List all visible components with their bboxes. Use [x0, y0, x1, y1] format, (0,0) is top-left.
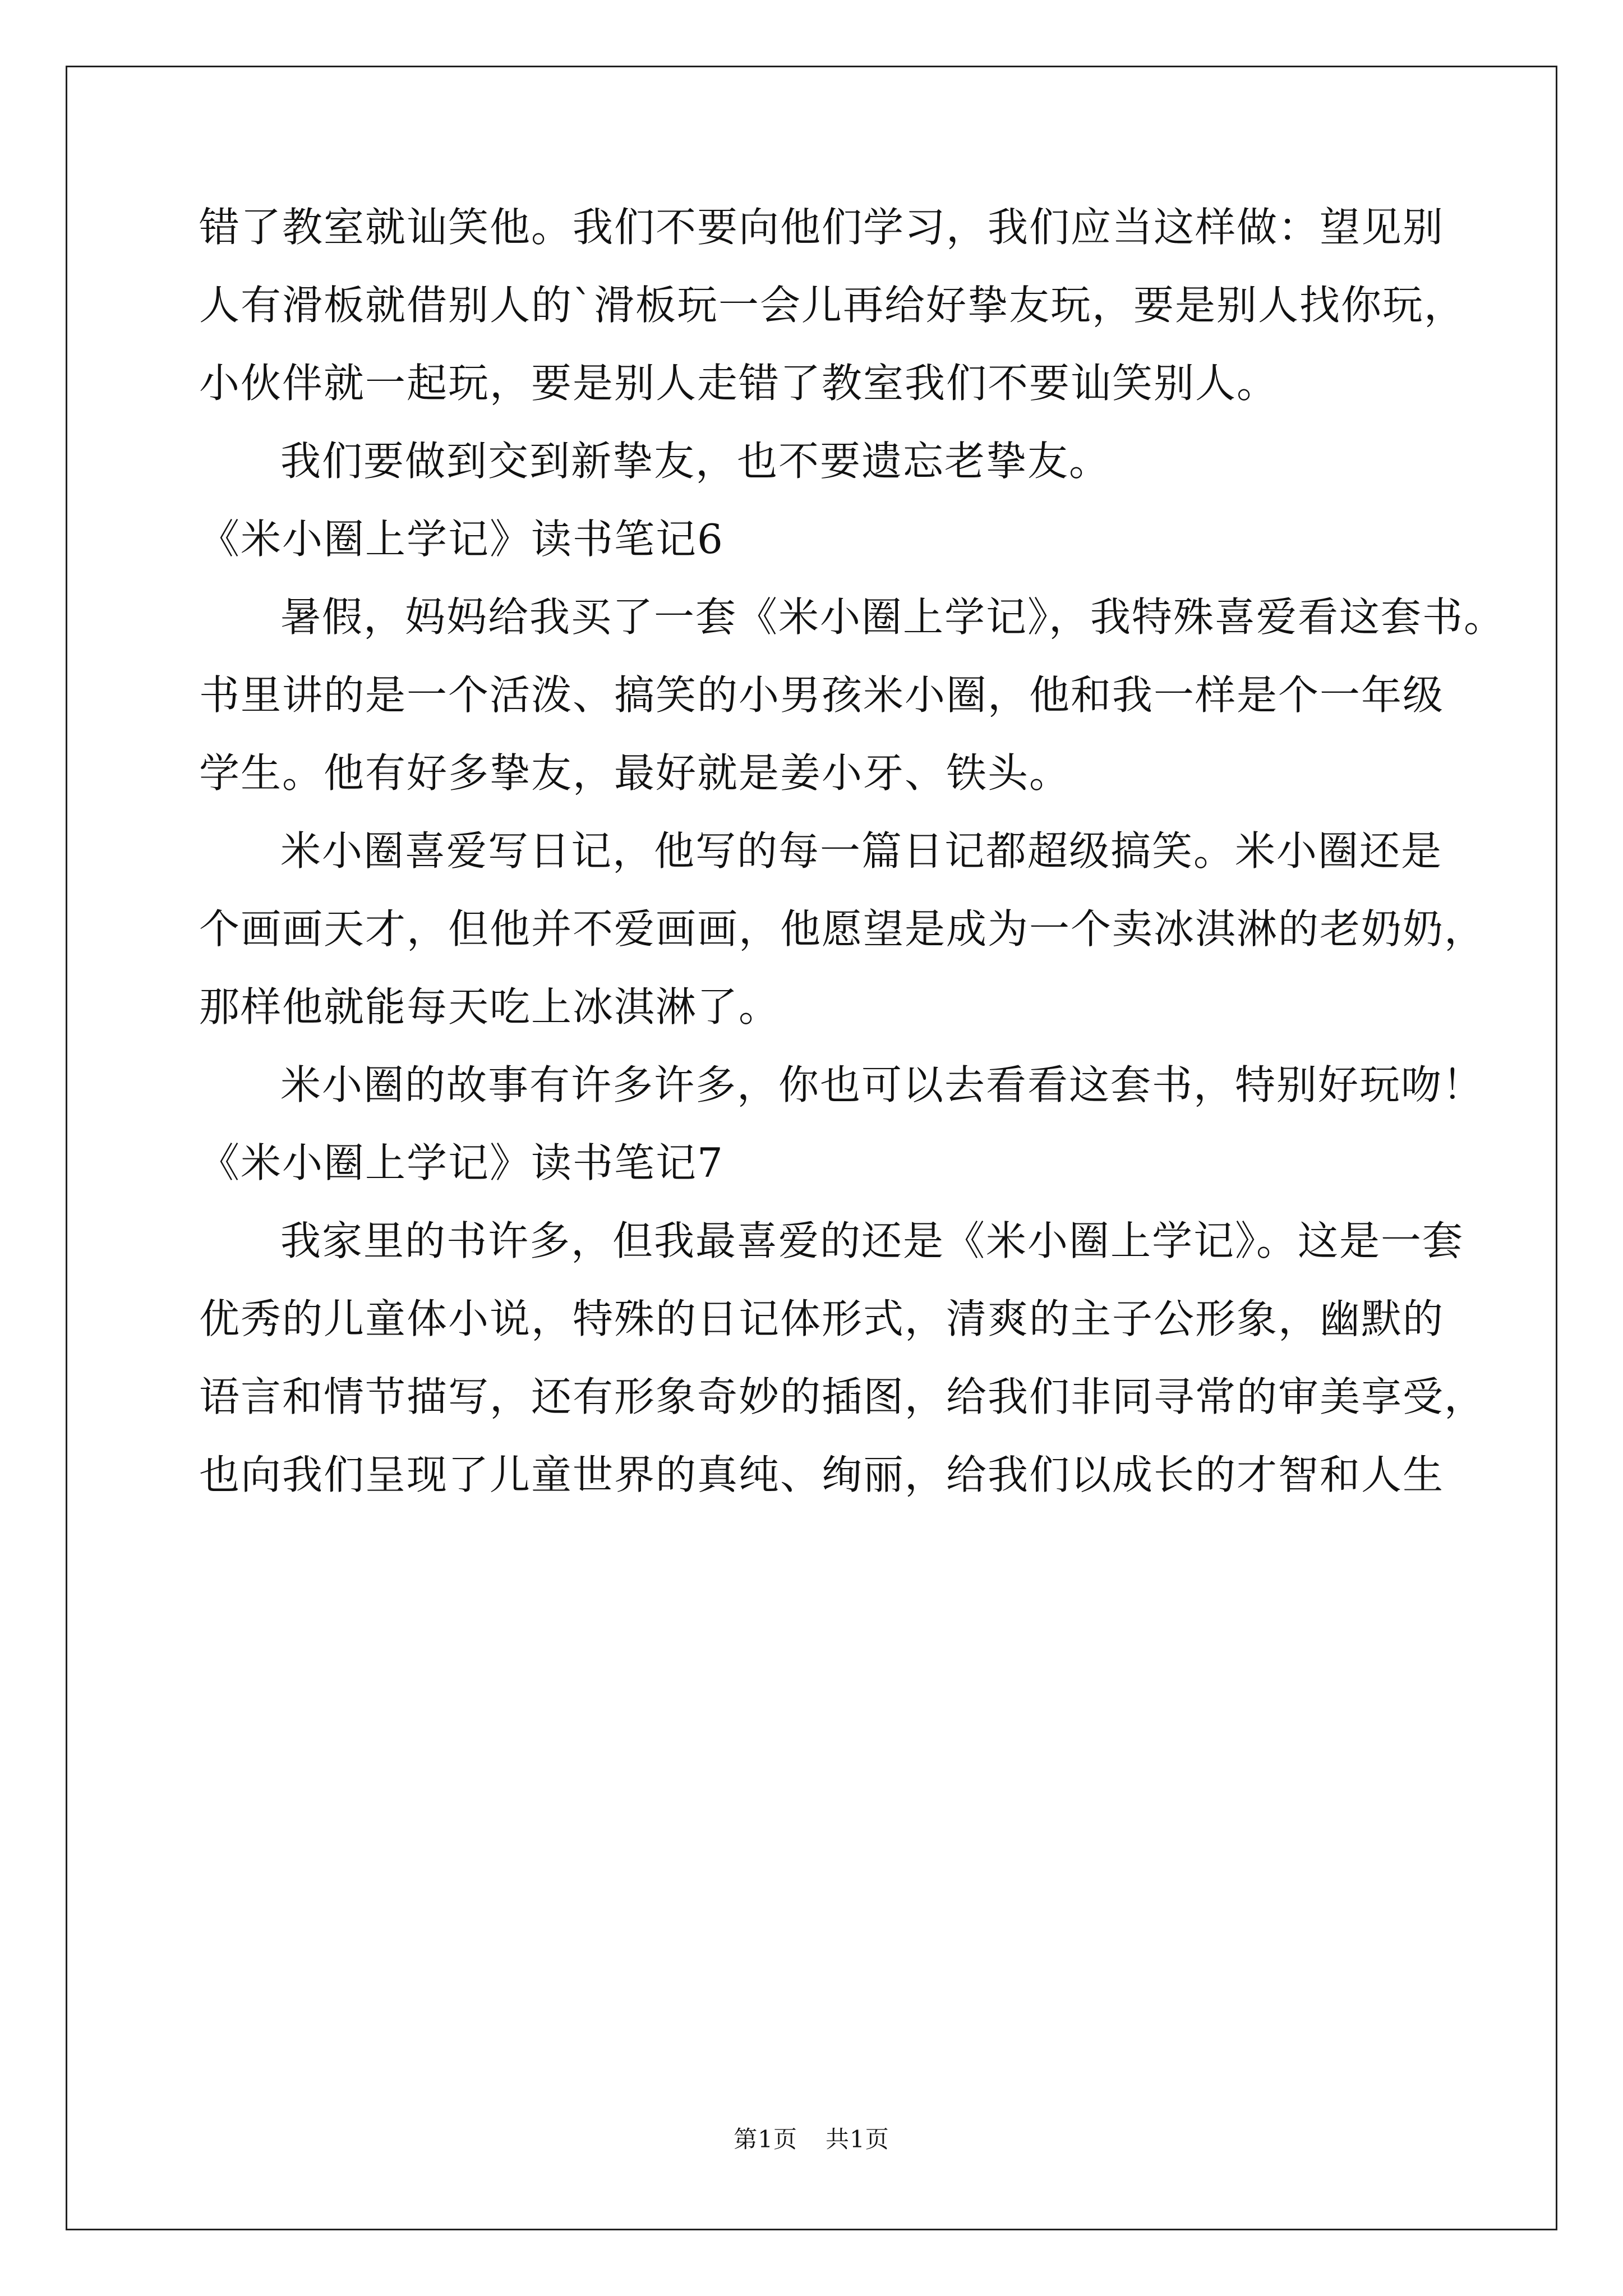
- page-total: 共1页: [826, 2125, 889, 2153]
- text-line: 个画画天才，但他并不爱画画，他愿望是成为一个卖冰淇淋的老奶奶，: [199, 905, 1486, 953]
- text-line: 小伙伴就一起玩，要是别人走错了教室我们不要讪笑别人。: [199, 360, 1279, 407]
- page-number: 第1页: [734, 2125, 797, 2153]
- text-line: 我们要做到交到新挚友，也不要遗忘老挚友。: [280, 438, 1111, 485]
- text-line: 学生。他有好多挚友，最好就是姜小牙、铁头。: [199, 749, 1071, 797]
- text-line: 语言和情节描写，还有形象奇妙的插图，给我们非同寻常的审美享受，: [199, 1373, 1486, 1420]
- text-line: 错了教室就讪笑他。我们不要向他们学习，我们应当这样做：望见别: [199, 204, 1445, 251]
- text-line: 米小圈喜爱写日记，他写的每一篇日记都超级搞笑。米小圈还是: [280, 827, 1443, 875]
- section-heading: 《米小圈上学记》读书笔记7: [199, 1139, 724, 1186]
- text-line: 米小圈的故事有许多许多，你也可以去看看这套书，特别好玩吻！: [280, 1061, 1484, 1108]
- text-line: 优秀的儿童体小说，特殊的日记体形式，清爽的主子公形象，幽默的: [199, 1295, 1445, 1342]
- page-footer: [0, 2123, 1623, 2156]
- text-line: 也向我们呈现了儿童世界的真纯、绚丽，给我们以成长的才智和人生: [199, 1451, 1445, 1498]
- text-line: 那样他就能每天吃上冰淇淋了。: [199, 983, 781, 1030]
- text-line: 书里讲的是一个活泼、搞笑的小男孩米小圈，他和我一样是个一年级: [199, 671, 1445, 719]
- text-line: 人有滑板就借别人的`滑板玩一会儿再给好挚友玩，要是别人找你玩，: [199, 282, 1466, 329]
- text-line: 我家里的书许多，但我最喜爱的还是《米小圈上学记》。这是一套: [280, 1217, 1464, 1264]
- text-line: 暑假，妈妈给我买了一套《米小圈上学记》，我特殊喜爱看这套书。: [280, 593, 1506, 641]
- section-heading: 《米小圈上学记》读书笔记6: [199, 516, 724, 563]
